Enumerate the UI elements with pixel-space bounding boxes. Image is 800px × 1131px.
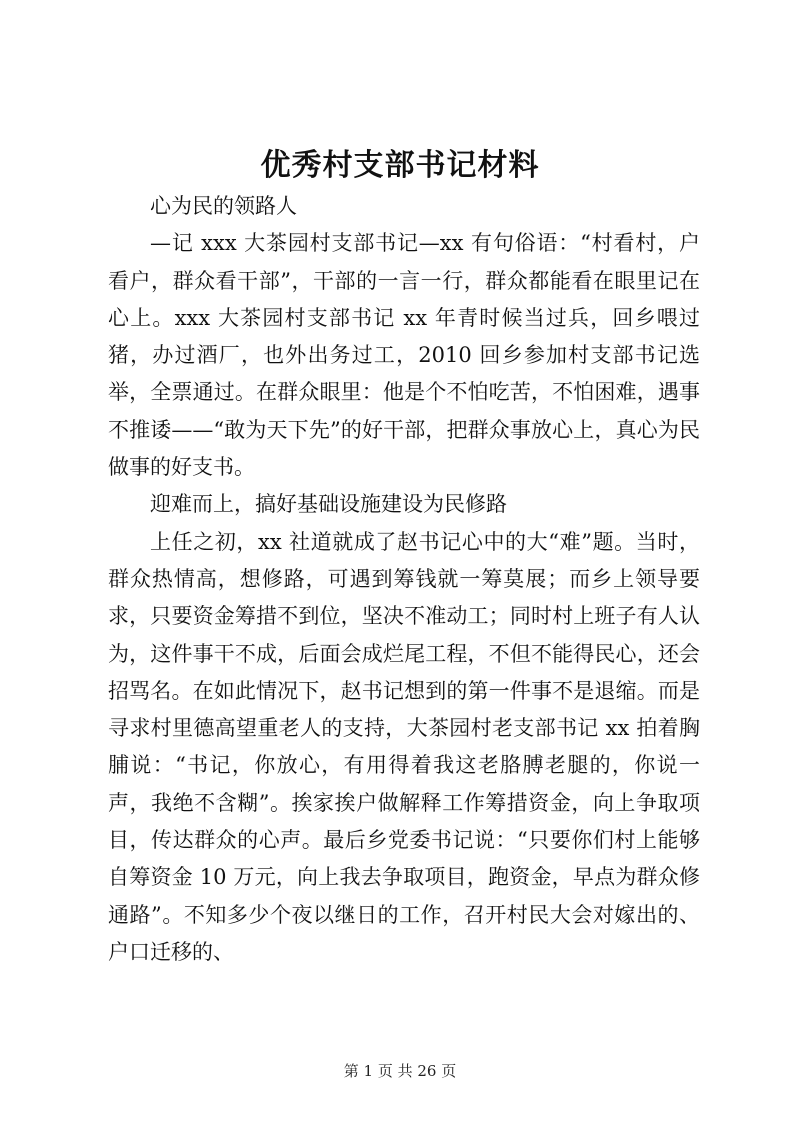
paragraph-heading-2: 迎难而上，搞好基础设施建设为民修路 [150,492,507,517]
document-body [108,188,700,971]
page-footer: 第 1 页 共 26 页 [343,1062,457,1080]
document-title: 优秀村支部书记材料 [260,148,540,183]
paragraph-intro: —记 xxx 大茶园村支部书记—xx 有句俗语：“村看村，户看户，群众看干部”，干部的一言一行，群众都能看在眼里记在心上。xxx 大茶园村支部书记 xx 年青时候当过兵，回乡喂过猪，办过酒厂，也外出务过工，2010 回乡参加村支部书记选举，全票通过。在群众眼里：他是个不怕吃苦，不怕困难，遇事不推诿——“敢为天下先”的好干部，把群众事放心上，真心为民做事的好支书。 [108,231,700,480]
paragraph-heading-1: 心为民的领路人 [150,194,297,218]
paragraph-road-building: 上任之初，xx 社道就成了赵书记心中的大“难”题。当时，群众热情高，想修路，可遇到筹钱就一筹莫展；而乡上领导要求，只要资金筹措不到位，坚决不准动工；同时村上班子有人认为，这件事干不成，后面会成烂尾工程，不但不能得民心，还会招骂名。在如此情况下，赵书记想到的第一件事不是退缩。而是寻求村里德高望重老人的支持，大茶园村老支部书记 xx 拍着胸脯说：“书记，你放心，有用得着我这老胳膊老腿的，你说一声，我绝不含糊”。挨家挨户做解释工作筹措资金，向上争取项目，传达群众的心声。最后乡党委书记说：“只要你们村上能够自筹资金 10 万元，向上我去争取项目，跑资金，早点为群众修通路”。不知多少个夜以继日的工作，召开村民大会对嫁出的、户口迁移的、 [108,529,700,964]
